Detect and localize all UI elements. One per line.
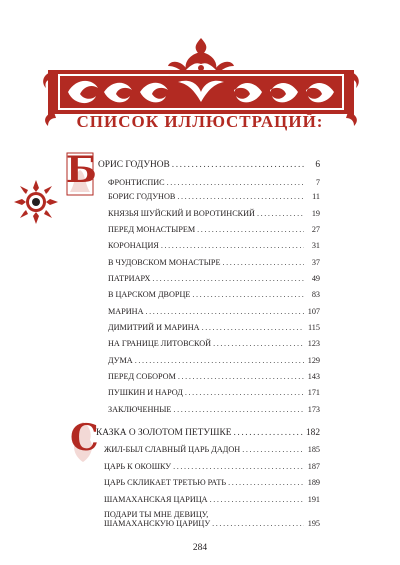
leader-dots <box>228 478 304 487</box>
toc-entry <box>108 356 320 365</box>
entry-title: ЦАРЬ СКЛИКАЕТ ТРЕТЬЮ РАТЬ <box>104 478 227 487</box>
entry-page: 31 <box>311 241 320 250</box>
entry-page: 6 <box>315 160 320 170</box>
toc-entry <box>108 372 320 381</box>
entry-title-line-1: ПОДАРИ ТЫ МНЕ ДЕВИЦУ, <box>104 510 209 519</box>
entry-page: 123 <box>307 339 320 348</box>
entry-page: 173 <box>307 405 320 414</box>
rosette-ornament <box>14 180 58 224</box>
entry-page: 107 <box>307 307 320 316</box>
entry-page: 129 <box>307 356 320 365</box>
entry-title: ПУШКИН И НАРОД <box>108 388 183 397</box>
entry-title-line-2: ШАМАХАНСКУЮ ЦАРИЦУ <box>104 519 211 528</box>
entry-page: 27 <box>311 225 320 234</box>
page-number: 284 <box>192 543 208 553</box>
leader-dots <box>177 192 304 201</box>
dropcap-letter: С <box>70 417 99 459</box>
entry-title: БОРИС ГОДУНОВ <box>108 192 176 201</box>
entry-page: 83 <box>311 290 320 299</box>
dropcap-section-2 <box>70 417 99 464</box>
leader-dots <box>210 495 304 504</box>
toc-entry <box>108 290 320 299</box>
entry-page: 19 <box>311 209 320 218</box>
toc-entry <box>108 405 320 414</box>
entry-title: КАЗКА О ЗОЛОТОМ ПЕТУШКЕ <box>96 428 232 438</box>
leader-dots <box>146 307 305 316</box>
toc-entry <box>108 339 320 348</box>
entry-title: В ЧУДОВСКОМ МОНАСТЫРЕ <box>108 258 221 267</box>
entry-title: ПЕРЕД СОБОРОМ <box>108 372 176 381</box>
leader-dots <box>173 462 304 471</box>
entry-title: ЦАРЬ К ОКОШКУ <box>104 462 172 471</box>
toc-entry <box>108 241 320 250</box>
entry-page: 171 <box>307 388 320 397</box>
entry-title: ЗАКЛЮЧЕННЫЕ <box>108 405 172 414</box>
toc-entry <box>104 478 320 487</box>
toc-entry <box>104 445 320 454</box>
entry-page: 182 <box>305 428 320 438</box>
toc-entry <box>108 178 320 187</box>
leader-dots <box>192 290 304 299</box>
leader-dots <box>202 323 304 332</box>
entry-title: ПАТРИАРХ <box>108 274 151 283</box>
toc-entry <box>108 258 320 267</box>
toc-entry <box>108 307 320 316</box>
toc-entry <box>104 495 320 504</box>
entry-page: 189 <box>307 478 320 487</box>
leader-dots <box>185 388 304 397</box>
leader-dots <box>167 178 304 187</box>
leader-dots <box>233 428 303 438</box>
entry-title: ЖИЛ-БЫЛ СЛАВНЫЙ ЦАРЬ ДАДОН <box>104 445 241 454</box>
entry-title: В ЦАРСКОМ ДВОРЦЕ <box>108 290 191 299</box>
entry-title: НА ГРАНИЦЕ ЛИТОВСКОЙ <box>108 339 212 348</box>
entry-page: 7 <box>315 178 320 187</box>
toc-entry-two-line <box>104 510 320 528</box>
leader-dots <box>212 519 304 528</box>
leader-dots <box>178 372 304 381</box>
entry-page: 185 <box>307 445 320 454</box>
toc-entry <box>108 274 320 283</box>
leader-dots <box>135 356 304 365</box>
leader-dots <box>161 241 304 250</box>
leader-dots <box>173 405 304 414</box>
entry-title: ПЕРЕД МОНАСТЫРЕМ <box>108 225 196 234</box>
entry-title: МАРИНА <box>108 307 144 316</box>
leader-dots <box>152 274 304 283</box>
entry-title: КНЯЗЬЯ ШУЙСКИЙ И ВОРОТИНСКИЙ <box>108 209 255 218</box>
toc-entry <box>104 462 320 471</box>
toc-entry <box>108 388 320 397</box>
toc-entry <box>108 225 320 234</box>
leader-dots <box>213 339 304 348</box>
toc-entry-golden-cockerel <box>96 428 320 438</box>
page-title: СПИСОК ИЛЛЮСТРАЦИЙ: <box>76 112 324 131</box>
dropcap-letter: Б <box>66 149 97 191</box>
toc-entry <box>108 192 320 201</box>
leader-dots <box>257 209 304 218</box>
entry-title: ФРОНТИСПИС <box>108 178 165 187</box>
entry-page: 191 <box>307 495 320 504</box>
entry-title: ШАМАХАНСКАЯ ЦАРИЦА <box>104 495 208 504</box>
leader-dots <box>172 160 304 170</box>
leader-dots <box>222 258 304 267</box>
leader-dots <box>197 225 304 234</box>
entry-page: 187 <box>307 462 320 471</box>
leader-dots <box>242 445 304 454</box>
entry-page: 49 <box>311 274 320 283</box>
dropcap-section-1 <box>66 149 97 196</box>
toc-entry <box>108 209 320 218</box>
entry-page: 37 <box>311 258 320 267</box>
entry-title: ДУМА <box>108 356 133 365</box>
entry-title-line-2-row <box>104 519 320 528</box>
entry-title: ОРИС ГОДУНОВ <box>98 160 170 170</box>
toc-entry <box>108 323 320 332</box>
toc-entry-boris-godunov <box>98 160 320 170</box>
entry-page: 143 <box>307 372 320 381</box>
entry-title: ДИМИТРИЙ И МАРИНА <box>108 323 200 332</box>
entry-page: 195 <box>307 519 320 528</box>
entry-page: 11 <box>312 192 320 201</box>
entry-page: 115 <box>308 323 320 332</box>
entry-title: КОРОНАЦИЯ <box>108 241 159 250</box>
